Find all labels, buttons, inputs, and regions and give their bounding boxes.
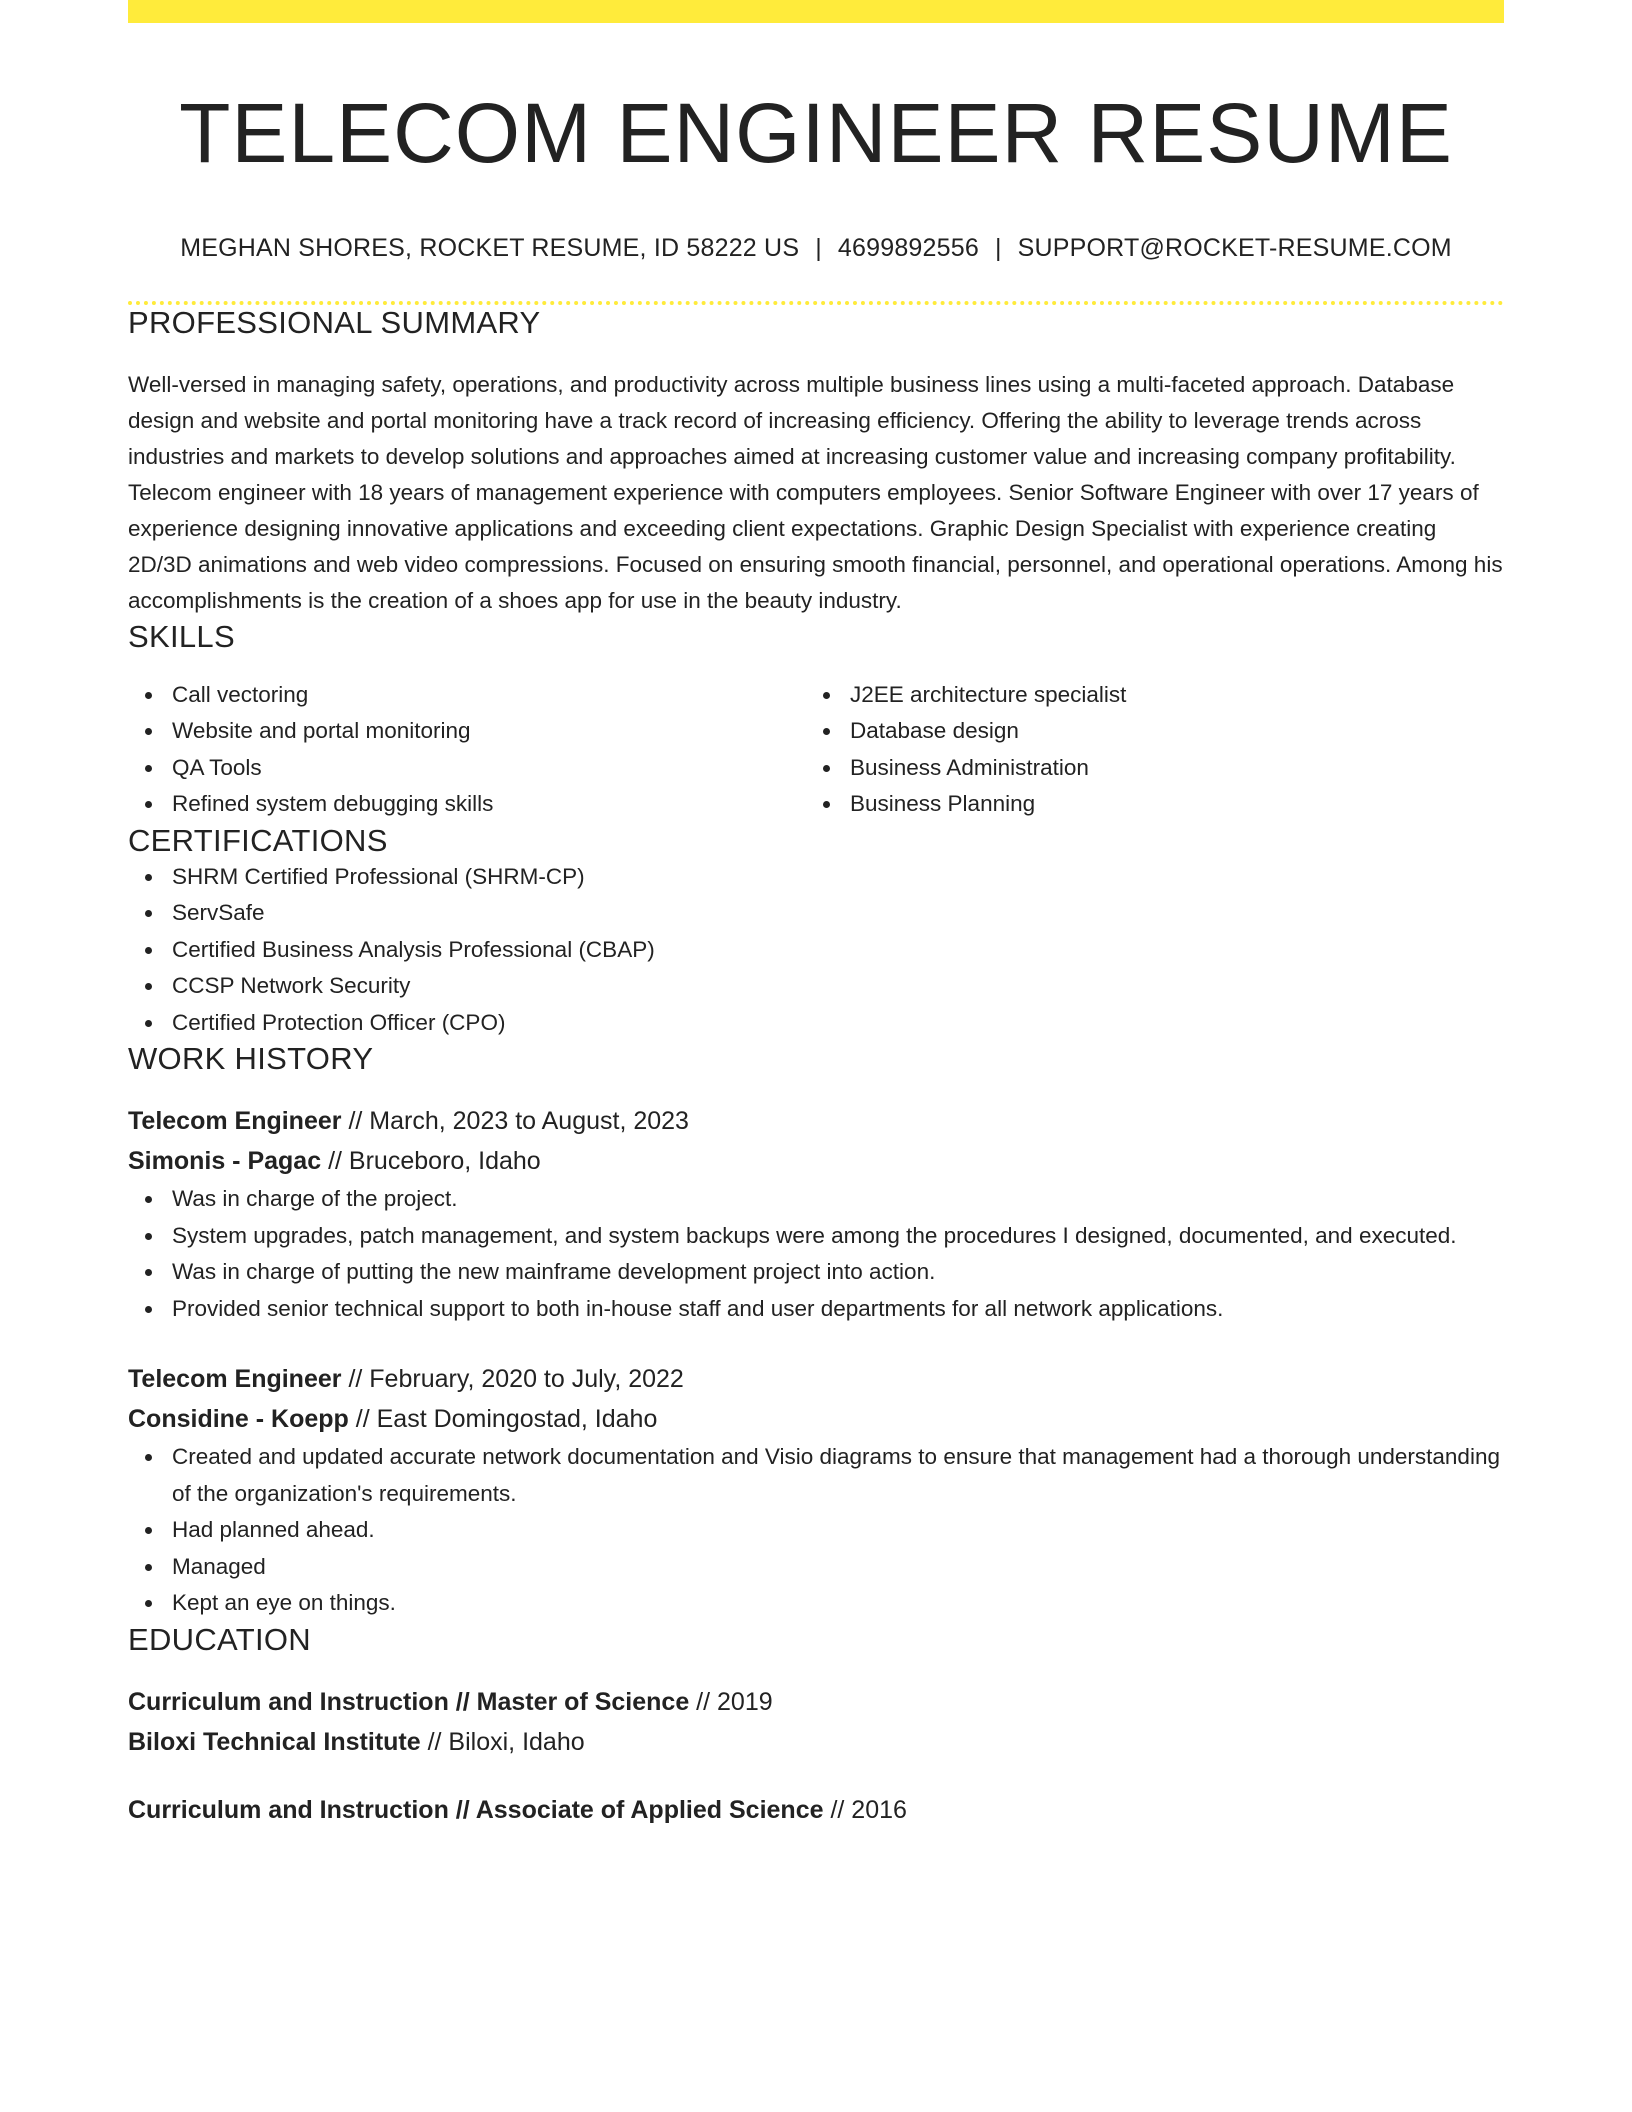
job-company-line <box>128 1399 1504 1439</box>
job-bullet: Managed <box>128 1549 1504 1586</box>
job-bullet: Was in charge of putting the new mainframe development project into action. <box>128 1254 1504 1291</box>
certification-item: CCSP Network Security <box>128 968 1504 1005</box>
job-bullet: Created and updated accurate network documentation and Visio diagrams to ensure that management had a thorough understanding of the organization's requirements. <box>128 1439 1504 1512</box>
education-location: // Biloxi, Idaho <box>427 1727 585 1756</box>
education-degree-line <box>128 1682 1504 1722</box>
skill-item: Business Planning <box>806 786 1484 823</box>
certification-item: ServSafe <box>128 895 1504 932</box>
resume-page <box>128 0 1504 1830</box>
skills-column-left <box>128 677 806 823</box>
skills-list-right <box>806 677 1484 823</box>
resume-title: TELECOM ENGINEER RESUME <box>179 86 1453 180</box>
job-title: Telecom Engineer <box>128 1107 342 1136</box>
education-degree-line <box>128 1790 1504 1830</box>
job-company: Considine - Koepp <box>128 1405 349 1434</box>
contact-phone: 4699892556 <box>837 233 979 262</box>
contact-email: SUPPORT@ROCKET-RESUME.COM <box>1017 233 1452 262</box>
contact-separator: | <box>994 233 1002 262</box>
skill-item: J2EE architecture specialist <box>806 677 1484 714</box>
job-location: // Bruceboro, Idaho <box>328 1147 541 1176</box>
contact-address: MEGHAN SHORES, ROCKET RESUME, ID 58222 US <box>180 233 800 262</box>
job-bullet: Kept an eye on things. <box>128 1585 1504 1622</box>
skill-item: Refined system debugging skills <box>128 786 806 823</box>
education-year: // 2019 <box>696 1687 773 1716</box>
education-degree: Curriculum and Instruction // Associate of Applied Science <box>128 1795 824 1824</box>
skill-item: Call vectoring <box>128 677 806 714</box>
job-bullet: System upgrades, patch management, and system backups were among the procedures I designed, documented, and executed. <box>128 1218 1504 1255</box>
top-accent-bar <box>128 0 1504 23</box>
education-school-line <box>128 1722 1504 1762</box>
education-heading: EDUCATION <box>128 1621 311 1657</box>
skill-item: Business Administration <box>806 750 1484 787</box>
contact-separator: | <box>815 233 822 262</box>
skills-list-left <box>128 677 806 823</box>
summary-text: Well-versed in managing safety, operations, and productivity across multiple business lines using a multi-faceted approach. Database design and website and portal monitoring have a track record of increasing efficiency. Offering the ability to leverage trends across industries and markets to develop solutions and approaches aimed at increasing customer value and increasing company profitability. Telecom engineer with 18 years of management experience with computers employees. Senior Software Engineer with over 17 years of experience designing innovative applications and exceeding client expectations. Graphic Design Specialist with experience creating 2D/3D animations and web video compressions. Focused on ensuring smooth financial, personnel, and operational operations. Among his accomplishments is the creation of a shoes app for use in the beauty industry. <box>128 371 1503 613</box>
job-company-line <box>128 1141 1504 1181</box>
job-dates: // March, 2023 to August, 2023 <box>348 1107 689 1136</box>
job-title-line <box>128 1101 1504 1141</box>
job-entry <box>128 1359 1504 1622</box>
education-school: Biloxi Technical Institute <box>128 1727 421 1756</box>
job-bullets <box>128 1439 1504 1622</box>
summary-heading: PROFESSIONAL SUMMARY <box>128 304 541 340</box>
skills-grid <box>128 677 1504 823</box>
work-history-heading: WORK HISTORY <box>128 1041 374 1077</box>
education-entry <box>128 1682 1504 1762</box>
job-bullet: Was in charge of the project. <box>128 1181 1504 1218</box>
skill-item: Database design <box>806 713 1484 750</box>
education-degree: Curriculum and Instruction // Master of Science <box>128 1687 690 1716</box>
job-bullet: Had planned ahead. <box>128 1512 1504 1549</box>
skill-item: QA Tools <box>128 750 806 787</box>
education-year: // 2016 <box>830 1795 907 1824</box>
job-location: // East Domingostad, Idaho <box>355 1405 658 1434</box>
job-bullet: Provided senior technical support to both in-house staff and user departments for all network applications. <box>128 1291 1504 1328</box>
education-entry <box>128 1790 1504 1830</box>
certification-item: Certified Protection Officer (CPO) <box>128 1005 1504 1042</box>
job-entry <box>128 1101 1504 1327</box>
job-dates: // February, 2020 to July, 2022 <box>348 1365 684 1394</box>
job-company: Simonis - Pagac <box>128 1147 322 1176</box>
job-title-line <box>128 1359 1504 1399</box>
certification-item: Certified Business Analysis Professional (CBAP) <box>128 932 1504 969</box>
job-bullets <box>128 1181 1504 1327</box>
skill-item: Website and portal monitoring <box>128 713 806 750</box>
skills-heading: SKILLS <box>128 618 235 654</box>
certification-item: SHRM Certified Professional (SHRM-CP) <box>128 859 1504 896</box>
contact-line <box>128 234 1504 263</box>
certifications-list <box>128 859 1504 1042</box>
skills-column-right <box>806 677 1484 823</box>
certifications-heading: CERTIFICATIONS <box>128 822 388 858</box>
job-title: Telecom Engineer <box>128 1365 342 1394</box>
